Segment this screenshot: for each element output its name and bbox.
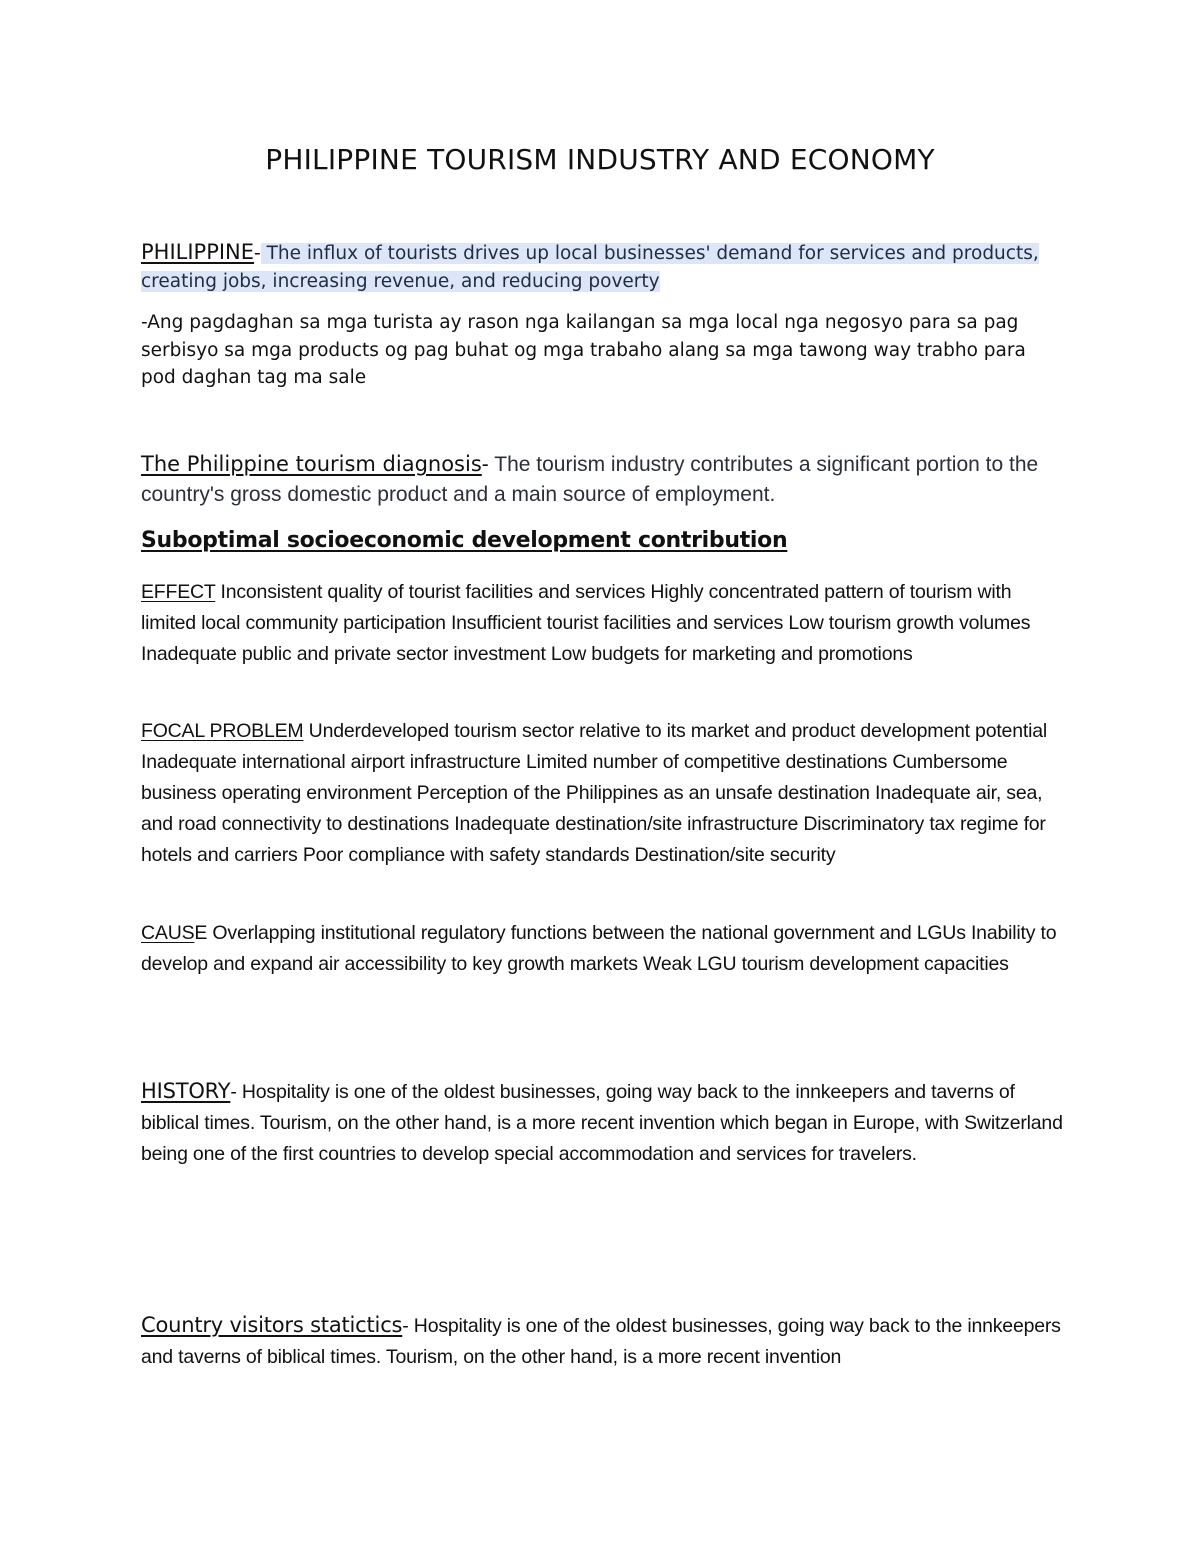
focal-problem-text: Underdeveloped tourism sector relative to its market and product development potential Inadequate international airport infrastructure Limited number of competitive destinations Cumbersome business operating environment Perception of the Philippines as an unsafe destination Inadequate air, sea, and road connectivity to destinations Inadequate destination/site infrastructure Discriminatory tax regime for hotels and carriers Poor compliance with safety standards Destination/site security [141,720,1047,866]
effect-label: EFFECT [141,581,216,603]
diagnosis-paragraph [141,450,1066,509]
cause-label: CAUS [141,922,195,944]
focal-problem-paragraph [141,716,1066,871]
history-text: Hospitality is one of the oldest businesses, going way back to the innkeepers and taverns of biblical times. Tourism, on the other hand, is a more recent invention which began in Europe, with Switzerland being one of the first countries to develop special accommodation and services for travelers. [141,1081,1063,1165]
effect-paragraph [141,577,1066,670]
philippine-label: PHILIPPINE [141,240,255,264]
visitors-text: Hospitality is one of the oldest businesses, going way back to the innkeepers and taverns of biblical times. Tourism, on the other hand, is a more recent invention [141,1315,1061,1368]
philippine-highlighted-text: The influx of tourists drives up local businesses' demand for services and products, creating jobs, increasing revenue, and reducing poverty [141,243,1039,292]
diagnosis-dash: - [481,453,489,476]
document-title: PHILIPPINE TOURISM INDUSTRY AND ECONOMY [265,143,935,176]
philippine-paragraph [141,239,1066,295]
visitors-label: Country visitors statictics [141,1313,403,1337]
cause-text: Overlapping institutional regulatory functions between the national government and LGUs Inability to develop and expand air accessibility to key growth markets Weak LGU tourism development capacities [141,922,1057,975]
visitors-paragraph [141,1310,1066,1373]
philippine-dash: - [254,243,261,264]
focal-problem-label: FOCAL PROBLEM [141,720,304,742]
history-dash: - [230,1081,237,1103]
history-paragraph [141,1076,1066,1170]
cause-label-rest: E [194,922,208,944]
visitors-dash: - [402,1315,409,1337]
effect-text: Inconsistent quality of tourist facilities and services Highly concentrated pattern of tourism with limited local community participation Insufficient tourist facilities and services Low tourism growth volumes Inadequate public and private sector investment Low budgets for marketing and promotions [141,581,1031,665]
bisaya-paragraph: -Ang pagdaghan sa mga turista ay rason nga kailangan sa mga local nga negosyo para sa pag serbisyo sa mga products og pag buhat og mga trabaho alang sa mga tawong way trabho para pod daghan tag ma sale [141,312,1026,388]
diagnosis-text: The tourism industry contributes a significant portion to the country's gross domestic product and a main source of employment. [141,453,1039,506]
cause-paragraph [141,918,1066,980]
diagnosis-label: The Philippine tourism diagnosis [141,452,482,476]
subheading: Suboptimal socioeconomic development contribution [141,528,788,553]
history-label: HISTORY [141,1079,231,1103]
